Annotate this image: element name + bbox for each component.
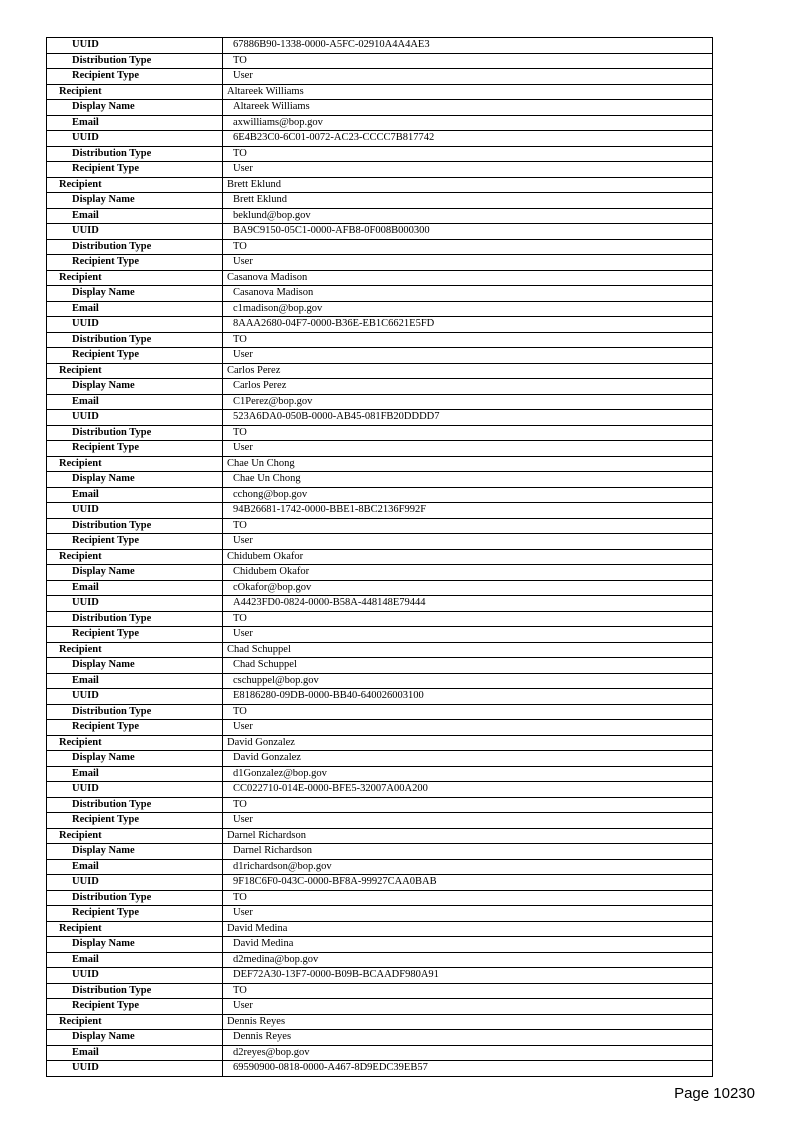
field-label: Recipient xyxy=(47,735,223,751)
field-value: David Gonzalez xyxy=(223,751,713,767)
field-label: Display Name xyxy=(47,379,223,395)
field-value: User xyxy=(223,813,713,829)
field-row xyxy=(47,379,713,395)
field-label: UUID xyxy=(47,131,223,147)
field-value: User xyxy=(223,534,713,550)
field-value: A4423FD0-0824-0000-B58A-448148E79444 xyxy=(223,596,713,612)
field-label: Email xyxy=(47,208,223,224)
field-label: Distribution Type xyxy=(47,797,223,813)
field-row xyxy=(47,782,713,798)
field-row xyxy=(47,952,713,968)
field-row xyxy=(47,286,713,302)
recipient-row xyxy=(47,828,713,844)
field-row xyxy=(47,627,713,643)
field-label: Recipient Type xyxy=(47,627,223,643)
field-label: Recipient xyxy=(47,177,223,193)
field-label: Distribution Type xyxy=(47,332,223,348)
field-value: Carlos Perez xyxy=(223,379,713,395)
field-row xyxy=(47,239,713,255)
field-value: 523A6DA0-050B-0000-AB45-081FB20DDDD7 xyxy=(223,410,713,426)
field-label: UUID xyxy=(47,503,223,519)
field-value: User xyxy=(223,720,713,736)
field-label: Display Name xyxy=(47,286,223,302)
field-row xyxy=(47,983,713,999)
field-value: Darnel Richardson xyxy=(223,844,713,860)
recipient-row xyxy=(47,84,713,100)
field-row xyxy=(47,131,713,147)
field-row xyxy=(47,890,713,906)
field-value: Brett Eklund xyxy=(223,193,713,209)
field-row xyxy=(47,673,713,689)
field-row xyxy=(47,472,713,488)
field-value: C1Perez@bop.gov xyxy=(223,394,713,410)
field-row xyxy=(47,115,713,131)
field-value: BA9C9150-05C1-0000-AFB8-0F008B000300 xyxy=(223,224,713,240)
field-label: Distribution Type xyxy=(47,983,223,999)
field-row xyxy=(47,906,713,922)
field-label: Recipient xyxy=(47,549,223,565)
field-value: d2reyes@bop.gov xyxy=(223,1045,713,1061)
recipient-row xyxy=(47,177,713,193)
field-value: TO xyxy=(223,146,713,162)
field-row xyxy=(47,580,713,596)
recipient-row xyxy=(47,735,713,751)
field-value: User xyxy=(223,162,713,178)
field-label: Recipient xyxy=(47,828,223,844)
field-label: Display Name xyxy=(47,193,223,209)
field-value: TO xyxy=(223,797,713,813)
field-value: Chae Un Chong xyxy=(223,472,713,488)
recipient-row xyxy=(47,363,713,379)
field-row xyxy=(47,797,713,813)
field-value: cOkafor@bop.gov xyxy=(223,580,713,596)
field-value: Casanova Madison xyxy=(223,286,713,302)
recipient-row xyxy=(47,921,713,937)
recipient-row xyxy=(47,270,713,286)
field-value: Altareek Williams xyxy=(223,100,713,116)
field-label: Distribution Type xyxy=(47,425,223,441)
field-label: Display Name xyxy=(47,472,223,488)
field-value: User xyxy=(223,999,713,1015)
field-value: TO xyxy=(223,704,713,720)
field-label: UUID xyxy=(47,38,223,54)
field-label: UUID xyxy=(47,1061,223,1077)
field-label: Recipient xyxy=(47,270,223,286)
field-label: Display Name xyxy=(47,100,223,116)
field-value: cchong@bop.gov xyxy=(223,487,713,503)
field-label: Display Name xyxy=(47,1030,223,1046)
field-label: UUID xyxy=(47,782,223,798)
field-value: CC022710-014E-0000-BFE5-32007A00A200 xyxy=(223,782,713,798)
field-row xyxy=(47,875,713,891)
field-value: 6E4B23C0-6C01-0072-AC23-CCCC7B817742 xyxy=(223,131,713,147)
field-value: axwilliams@bop.gov xyxy=(223,115,713,131)
field-value: cschuppel@bop.gov xyxy=(223,673,713,689)
field-label: Distribution Type xyxy=(47,890,223,906)
field-label: UUID xyxy=(47,596,223,612)
field-label: Recipient Type xyxy=(47,255,223,271)
field-row xyxy=(47,596,713,612)
field-label: UUID xyxy=(47,689,223,705)
field-value: User xyxy=(223,348,713,364)
field-row xyxy=(47,720,713,736)
field-row xyxy=(47,844,713,860)
field-row xyxy=(47,425,713,441)
field-label: Display Name xyxy=(47,565,223,581)
field-label: Email xyxy=(47,859,223,875)
field-label: Recipient xyxy=(47,1014,223,1030)
field-label: Email xyxy=(47,580,223,596)
field-value: User xyxy=(223,441,713,457)
field-label: Recipient xyxy=(47,921,223,937)
field-value: 94B26681-1742-0000-BBE1-8BC2136F992F xyxy=(223,503,713,519)
field-row xyxy=(47,332,713,348)
recipient-row xyxy=(47,549,713,565)
recipient-table-container xyxy=(46,37,712,1077)
field-value: Dennis Reyes xyxy=(223,1014,713,1030)
field-label: Email xyxy=(47,673,223,689)
field-value: 8AAA2680-04F7-0000-B36E-EB1C6621E5FD xyxy=(223,317,713,333)
field-value: User xyxy=(223,906,713,922)
field-value: TO xyxy=(223,518,713,534)
field-row xyxy=(47,704,713,720)
field-value: User xyxy=(223,627,713,643)
field-row xyxy=(47,1061,713,1077)
field-label: UUID xyxy=(47,968,223,984)
field-value: c1madison@bop.gov xyxy=(223,301,713,317)
recipient-table xyxy=(46,37,713,1077)
field-label: Email xyxy=(47,394,223,410)
field-label: Email xyxy=(47,952,223,968)
field-value: David Gonzalez xyxy=(223,735,713,751)
field-label: Recipient Type xyxy=(47,720,223,736)
field-label: Distribution Type xyxy=(47,239,223,255)
field-row xyxy=(47,1045,713,1061)
field-row xyxy=(47,859,713,875)
field-label: Display Name xyxy=(47,658,223,674)
field-label: UUID xyxy=(47,875,223,891)
field-value: TO xyxy=(223,425,713,441)
page-number: Page 10230 xyxy=(674,1085,755,1102)
field-value: 69590900-0818-0000-A467-8D9EDC39EB57 xyxy=(223,1061,713,1077)
field-label: Recipient Type xyxy=(47,69,223,85)
field-row xyxy=(47,658,713,674)
field-value: TO xyxy=(223,53,713,69)
field-value: Altareek Williams xyxy=(223,84,713,100)
field-value: Dennis Reyes xyxy=(223,1030,713,1046)
field-label: Email xyxy=(47,766,223,782)
field-row xyxy=(47,100,713,116)
field-value: Carlos Perez xyxy=(223,363,713,379)
field-value: Chidubem Okafor xyxy=(223,549,713,565)
field-value: 9F18C6F0-043C-0000-BF8A-99927CAA0BAB xyxy=(223,875,713,891)
field-label: Email xyxy=(47,1045,223,1061)
field-value: Chidubem Okafor xyxy=(223,565,713,581)
field-value: d2medina@bop.gov xyxy=(223,952,713,968)
field-value: Chad Schuppel xyxy=(223,642,713,658)
field-row xyxy=(47,999,713,1015)
field-value: TO xyxy=(223,239,713,255)
field-label: Distribution Type xyxy=(47,53,223,69)
field-row xyxy=(47,255,713,271)
field-label: Email xyxy=(47,487,223,503)
field-label: Display Name xyxy=(47,937,223,953)
field-row xyxy=(47,766,713,782)
field-label: Recipient xyxy=(47,642,223,658)
field-label: Recipient Type xyxy=(47,441,223,457)
field-row xyxy=(47,689,713,705)
field-label: Distribution Type xyxy=(47,611,223,627)
field-value: Chad Schuppel xyxy=(223,658,713,674)
field-value: beklund@bop.gov xyxy=(223,208,713,224)
field-value: d1richardson@bop.gov xyxy=(223,859,713,875)
field-row xyxy=(47,534,713,550)
field-label: Email xyxy=(47,115,223,131)
field-label: Distribution Type xyxy=(47,146,223,162)
field-row xyxy=(47,394,713,410)
field-row xyxy=(47,503,713,519)
field-row xyxy=(47,611,713,627)
field-label: Recipient Type xyxy=(47,162,223,178)
field-row xyxy=(47,162,713,178)
field-row xyxy=(47,487,713,503)
field-row xyxy=(47,348,713,364)
field-row xyxy=(47,410,713,426)
field-value: Brett Eklund xyxy=(223,177,713,193)
field-label: Recipient xyxy=(47,363,223,379)
field-row xyxy=(47,38,713,54)
field-label: Email xyxy=(47,301,223,317)
recipient-table-body xyxy=(47,38,713,1077)
field-label: Display Name xyxy=(47,844,223,860)
field-value: TO xyxy=(223,611,713,627)
field-row xyxy=(47,518,713,534)
field-label: Recipient Type xyxy=(47,813,223,829)
field-row xyxy=(47,968,713,984)
field-label: Recipient xyxy=(47,84,223,100)
field-row xyxy=(47,208,713,224)
field-row xyxy=(47,813,713,829)
field-row xyxy=(47,53,713,69)
field-row xyxy=(47,193,713,209)
field-value: User xyxy=(223,255,713,271)
field-label: UUID xyxy=(47,317,223,333)
field-value: David Medina xyxy=(223,921,713,937)
field-value: E8186280-09DB-0000-BB40-640026003100 xyxy=(223,689,713,705)
field-value: TO xyxy=(223,890,713,906)
field-value: Chae Un Chong xyxy=(223,456,713,472)
field-value: d1Gonzalez@bop.gov xyxy=(223,766,713,782)
field-row xyxy=(47,69,713,85)
field-value: TO xyxy=(223,332,713,348)
field-label: Display Name xyxy=(47,751,223,767)
field-label: UUID xyxy=(47,410,223,426)
field-value: David Medina xyxy=(223,937,713,953)
field-row xyxy=(47,565,713,581)
field-row xyxy=(47,937,713,953)
field-label: Recipient Type xyxy=(47,534,223,550)
field-label: Recipient xyxy=(47,456,223,472)
field-label: Recipient Type xyxy=(47,906,223,922)
field-label: Recipient Type xyxy=(47,348,223,364)
field-row xyxy=(47,317,713,333)
field-value: User xyxy=(223,69,713,85)
field-row xyxy=(47,301,713,317)
field-value: DEF72A30-13F7-0000-B09B-BCAADF980A91 xyxy=(223,968,713,984)
field-row xyxy=(47,441,713,457)
field-label: UUID xyxy=(47,224,223,240)
field-row xyxy=(47,1030,713,1046)
recipient-row xyxy=(47,642,713,658)
field-value: Darnel Richardson xyxy=(223,828,713,844)
field-label: Recipient Type xyxy=(47,999,223,1015)
field-row xyxy=(47,751,713,767)
field-row xyxy=(47,146,713,162)
recipient-row xyxy=(47,1014,713,1030)
field-value: 67886B90-1338-0000-A5FC-02910A4A4AE3 xyxy=(223,38,713,54)
field-label: Distribution Type xyxy=(47,518,223,534)
field-row xyxy=(47,224,713,240)
field-value: TO xyxy=(223,983,713,999)
recipient-row xyxy=(47,456,713,472)
field-value: Casanova Madison xyxy=(223,270,713,286)
field-label: Distribution Type xyxy=(47,704,223,720)
